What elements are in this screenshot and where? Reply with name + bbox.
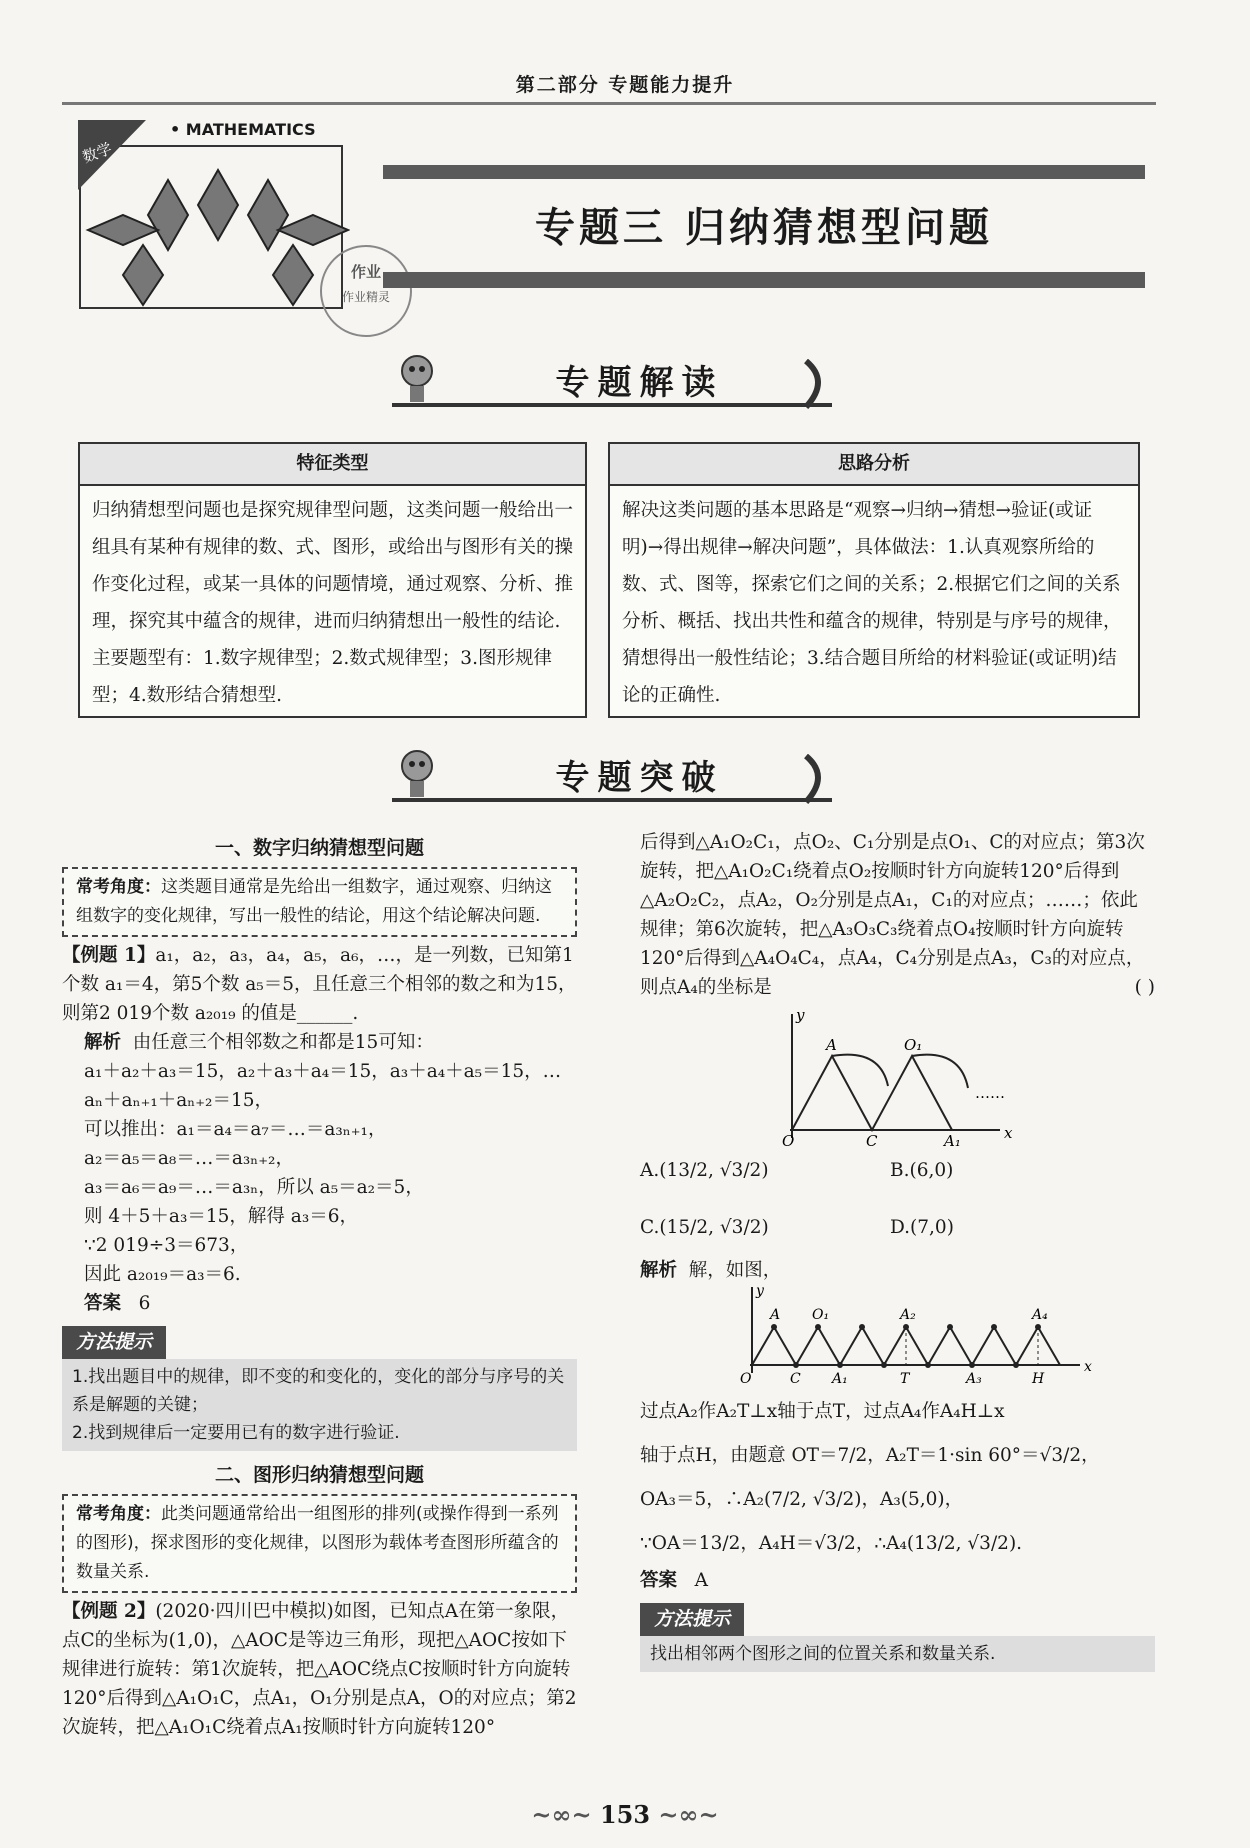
svg-text:A₃: A₃ (966, 1371, 982, 1387)
options-row-1 (640, 1156, 1155, 1185)
analysis-heading: 思路分析 (610, 444, 1138, 486)
section-1-note: 常考角度：这类题目通常是先给出一组数字，通过观察、归纳这组数字的变化规律，写出一般性的结论，用这个结论解决问题. (62, 867, 577, 937)
homework-stamp: 作业 作业精灵 (320, 245, 412, 337)
mathematics-label: • MATHEMATICS (170, 120, 316, 139)
banner-curl-icon (802, 754, 832, 804)
svg-text:T: T (900, 1371, 910, 1387)
running-header: 第二部分 专题能力提升 (515, 74, 735, 96)
rotation-figure-1 (770, 1008, 1030, 1148)
section-1-title: 一、数字归纳猜想型问题 (214, 837, 424, 859)
svg-text:A: A (826, 1036, 837, 1054)
svg-text:A₁: A₁ (832, 1371, 848, 1387)
method-tip-2: 方法提示 找出相邻两个图形之间的位置关系和数量关系. (640, 1603, 1155, 1672)
example-2-continued: 后得到△A₁O₂C₁，点O₂、C₁分别是点O₁、C的对应点；第3次旋转，把△A₁O₂C₁绕着点O₂按顺时针方向旋转120°后得到△A₂O₂C₂，点A₂，O₂分别是点A₁，C₁的对应点；……；依此规律；第6次旋转，把△A₃O₃C₃绕着点O₄按顺时针方向旋转120°后得到△A₄O₄C₄，点A₄，C₄分别是点A₃，C₃的对应点，则点A₄的坐标是 ( ) (640, 832, 1155, 998)
example-1-solution: 解析 由任意三个相邻数之和都是15可知： a₁＋a₂＋a₃＝15，a₂＋a₃＋a₄＝15，a₃＋a₄＋a₅＝15，… aₙ＋aₙ₊₁＋aₙ₊₂＝15， 可以推出：a₁＝a₄＝a₇＝…＝a₃ₙ₊₁， a₂＝a₅＝a₈＝…＝a₃ₙ₊₂， a₃＝a₆＝a₉＝…＝a₃ₙ，所以 a₅＝a₂＝5， 则 4＋5＋a₃＝15，解得 a₃＝6， ∵2 019÷3＝673， 因此 a₂₀₁₉＝a₃＝6. 答案 6 (84, 1032, 562, 1314)
rotation-figure-2 (730, 1285, 1110, 1390)
option-a[interactable]: A.(13/2, √3/2) (640, 1160, 769, 1181)
example-2: 【例题 2】(2020·四川巴中模拟)如图，已知点A在第一象限，点C的坐标为(1,0)，△AOC是等边三角形，现把△AOC按如下规律进行旋转：第1次旋转，把△AOC绕点C按顺时针方向旋转120°后得到△A₁O₁C，点A₁，O₁分别是点A，O的对应点；第2次旋转，把△A₁O₁C绕着点A₁按顺时针方向旋转120° (62, 1601, 577, 1738)
svg-text:H: H (1032, 1371, 1045, 1387)
feature-type-body: 归纳猜想型问题也是探究规律型问题，这类问题一般给出一组具有某种有规律的数、式、图形，或给出与图形有关的操作变化过程，或某一具体的问题情境，通过观察、分析、推理，探究其中蕴含的规律，进而归纳猜想出一般性的结论.主要题型有：1.数字规律型；2.数式规律型；3.图形规律型；4.数形结合猜想型. (92, 500, 574, 706)
svg-text:O: O (782, 1132, 795, 1148)
banner-breakthrough: 专题突破 (392, 750, 832, 806)
option-c[interactable]: C.(15/2, √3/2) (640, 1217, 769, 1238)
example-2-answer: 答案 A (640, 1570, 709, 1591)
page-number: ~∞~ 153 ~∞~ (531, 1800, 719, 1829)
section-2-note: 常考角度：此类问题通常给出一组图形的排列(或操作得到一系列的图形)，探求图形的变化规律，以图形为载体考查图形所蕴含的数量关系. (62, 1494, 577, 1593)
option-b[interactable]: B.(6,0) (890, 1160, 954, 1181)
mascot-icon (392, 351, 442, 411)
right-column (640, 828, 1155, 1672)
svg-text:C: C (866, 1132, 878, 1148)
example-2-solution-intro: 解析 解，如图， (640, 1260, 782, 1281)
svg-text:A: A (770, 1307, 781, 1323)
subject-logo (78, 120, 350, 310)
svg-text:y: y (756, 1285, 764, 1299)
svg-text:x: x (1084, 1359, 1092, 1375)
title-band-top (383, 165, 1145, 179)
svg-text:x: x (1004, 1124, 1013, 1142)
header-rule (62, 102, 1156, 105)
banner-curl-icon (802, 359, 832, 409)
svg-text:……: …… (975, 1084, 1005, 1102)
svg-text:O₁: O₁ (812, 1307, 830, 1323)
feature-type-heading: 特征类型 (80, 444, 585, 486)
option-d[interactable]: D.(7,0) (890, 1217, 954, 1238)
svg-text:A₁: A₁ (944, 1132, 961, 1148)
method-tip-1: 方法提示 1.找出题目中的规律，即不变的和变化的，变化的部分与序号的关系是解题的关键； 2.找到规律后一定要用已有的数字进行验证. (62, 1326, 577, 1451)
svg-text:A₂: A₂ (900, 1307, 916, 1323)
example-1: 【例题 1】a₁，a₂，a₃，a₄，a₅，a₆，…，是一列数，已知第1个数 a₁＝4，第5个数 a₅＝5，且任意三个相邻的数之和为15，则第2 019个数 a₂₀₁₉ 的值是______. (62, 945, 577, 1024)
example-2-solution: 过点A₂作A₂T⊥x轴于点T，过点A₄作A₄H⊥x 轴于点H，由题意 OT＝7/2，A₂T＝1·sin 60°＝√3/2， OA₃＝5，∴A₂(7/2, √3/2)，A₃(5,0)， ∵OA＝13/2，A₄H＝√3/2，∴A₄(13/2, √3/2). (640, 1401, 1100, 1554)
mascot-icon (392, 746, 442, 806)
banner-interpret: 专题解读 (392, 355, 832, 411)
subject-tag: 数学 (79, 139, 115, 167)
section-2-title: 二、图形归纳猜想型问题 (214, 1464, 424, 1486)
svg-text:C: C (790, 1371, 801, 1387)
diamond-ornament-icon (78, 120, 350, 310)
svg-text:A₄: A₄ (1032, 1307, 1048, 1323)
analysis-body: 解决这类问题的基本思路是“观察→归纳→猜想→验证(或证明)→得出规律→解决问题”，具体做法：1.认真观察所给的数、式、图等，探索它们之间的关系；2.根据它们之间的关系分析、概括、找出共性和蕴含的规律，特别是与序号的规律，猜想得出一般性结论；3.结合题目所给的材料验证(或证明)结论的正确性. (622, 500, 1122, 706)
feature-type-box (78, 442, 587, 718)
page-title: 专题三 归纳猜想型问题 (535, 205, 993, 251)
title-band-bottom (383, 272, 1145, 288)
svg-text:O₁: O₁ (904, 1036, 923, 1054)
analysis-box (608, 442, 1140, 718)
svg-text:O: O (740, 1371, 752, 1387)
svg-text:y: y (796, 1008, 805, 1024)
left-column (62, 830, 577, 1742)
options-row-2 (640, 1213, 1155, 1242)
